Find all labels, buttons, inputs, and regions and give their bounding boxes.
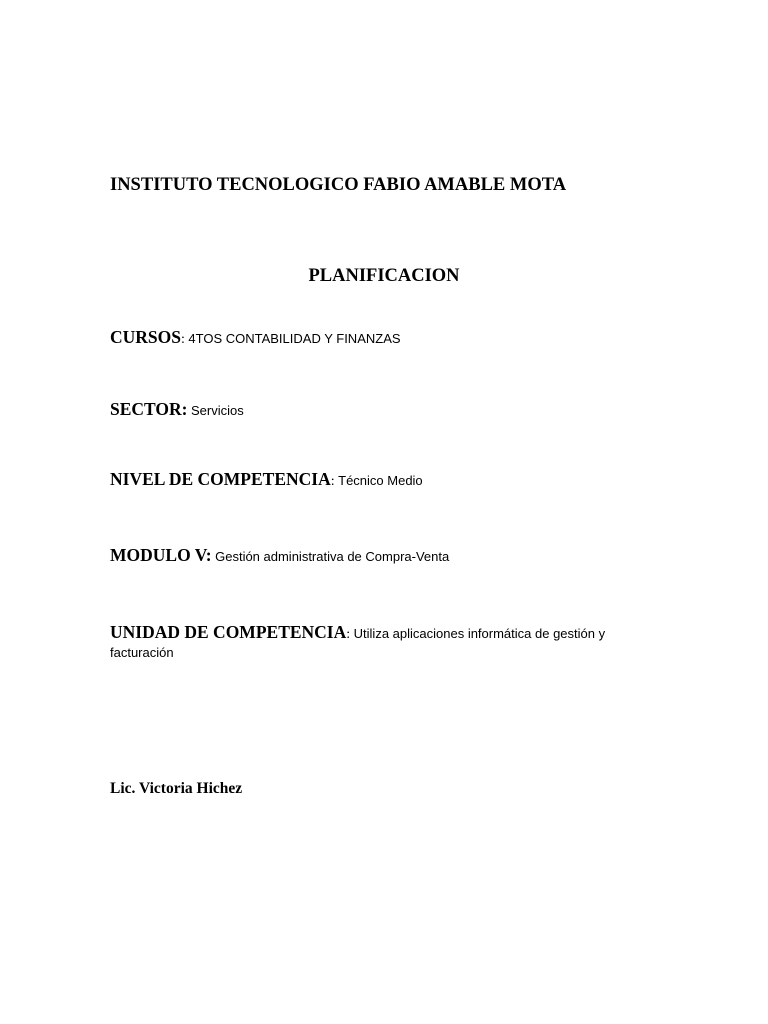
field-nivel bbox=[110, 469, 423, 490]
field-sector-value: Servicios bbox=[190, 403, 244, 418]
field-sector bbox=[110, 399, 244, 420]
field-modulo-value: Gestión administrativa de Compra-Venta bbox=[215, 549, 450, 564]
field-nivel-separator: : bbox=[330, 474, 339, 489]
field-cursos-separator: : bbox=[181, 332, 189, 347]
field-nivel-label: NIVEL DE COMPETENCIA bbox=[110, 469, 331, 489]
field-sector-label: SECTOR: bbox=[110, 399, 188, 419]
field-unidad-label: UNIDAD DE COMPETENCIA bbox=[110, 622, 347, 642]
field-nivel-value: Técnico Medio bbox=[338, 473, 423, 488]
document-title: PLANIFICACION bbox=[308, 266, 460, 286]
field-unidad bbox=[110, 623, 660, 662]
author-name: Lic. Victoria Hichez bbox=[110, 780, 243, 797]
field-unidad-value: Utiliza aplicaciones informática de gestión y facturación bbox=[110, 626, 606, 660]
field-cursos-value: 4TOS CONTABILIDAD Y FINANZAS bbox=[188, 331, 401, 346]
institution-name: INSTITUTO TECNOLOGICO FABIO AMABLE MOTA bbox=[110, 175, 567, 195]
field-cursos-label: CURSOS bbox=[110, 327, 181, 347]
field-unidad-separator: : bbox=[346, 627, 354, 642]
field-modulo bbox=[110, 545, 449, 566]
field-cursos bbox=[110, 327, 401, 348]
field-modulo-label: MODULO V: bbox=[110, 545, 212, 565]
